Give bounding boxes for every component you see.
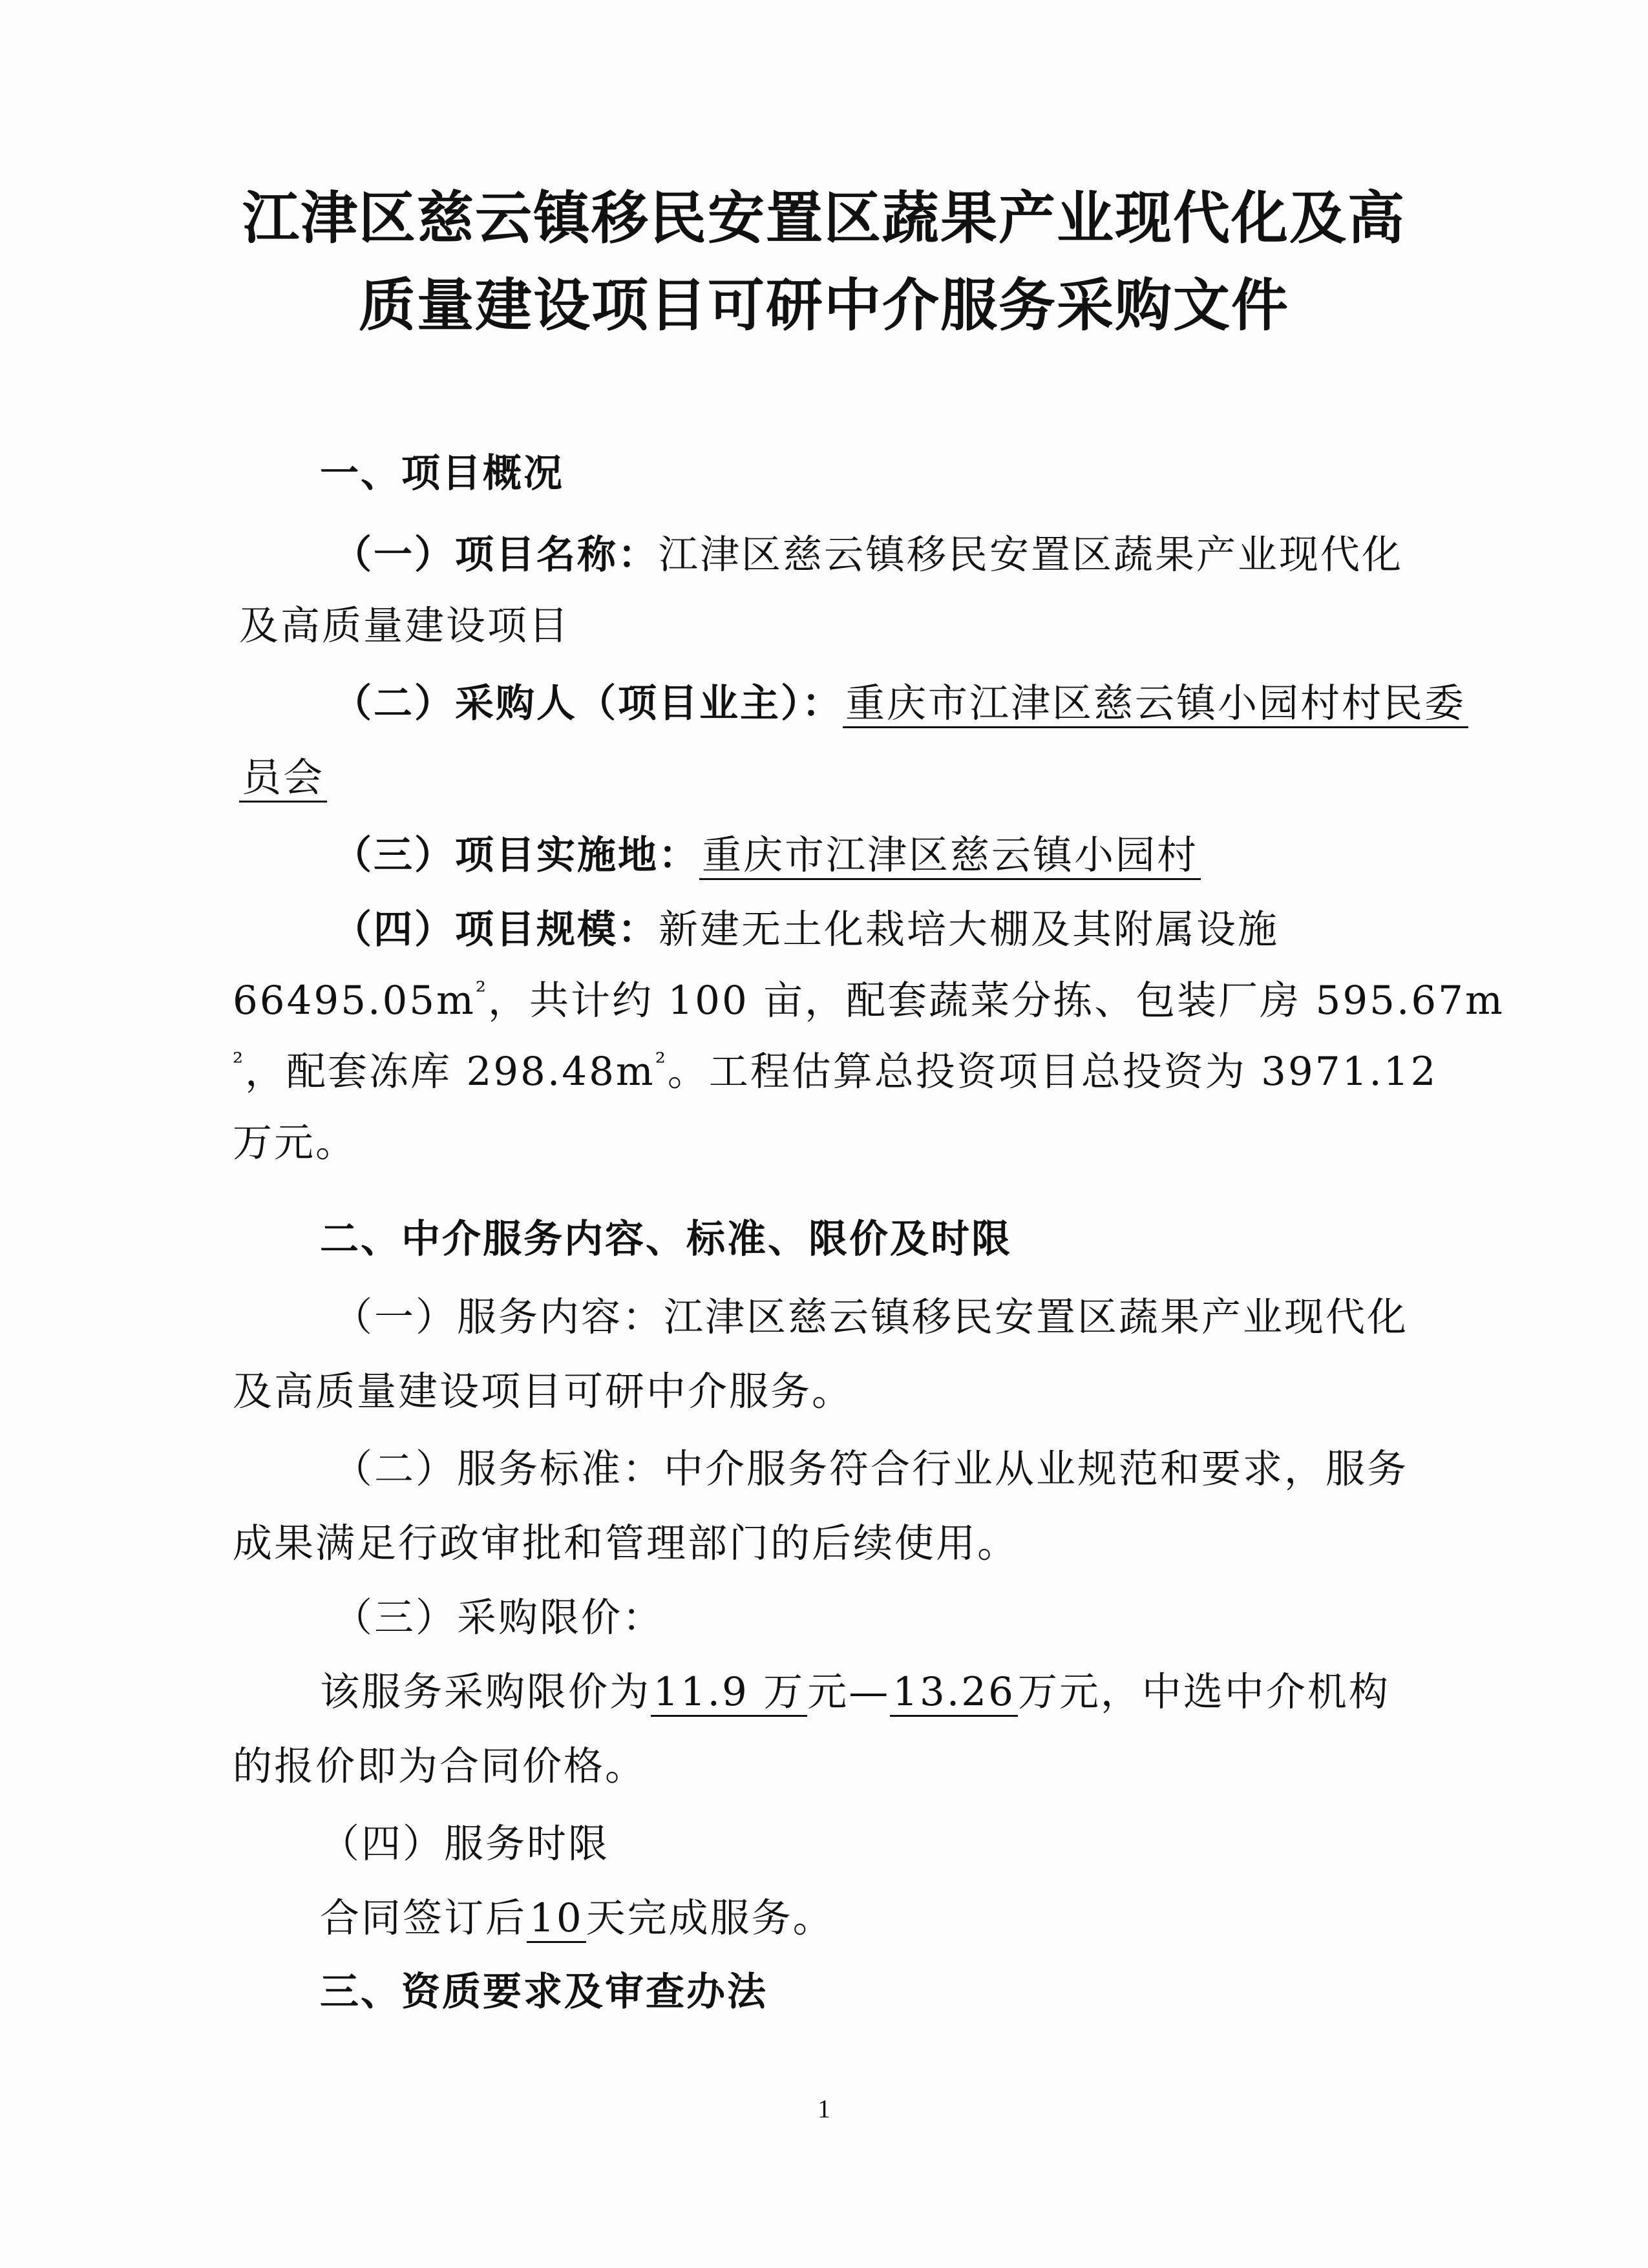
standard-label: （二）服务标准：: [333, 1446, 664, 1492]
scale-label: （四）项目规模：: [333, 907, 659, 952]
scale-text-3: ，配套冻库 298.48m: [245, 1049, 655, 1095]
limit-prefix: 该服务采购限价为: [320, 1669, 651, 1715]
limit-label: （三）采购限价：: [333, 1595, 664, 1641]
limit-high: 13.26: [890, 1669, 1018, 1717]
title-line-2: 质量建设项目可研中介服务采购文件: [358, 272, 1289, 339]
section-1-heading: 一、项目概况: [320, 451, 564, 496]
project-name-value-1: 江津区慈云镇移民安置区蔬果产业现代化: [659, 532, 1404, 578]
superscript-2: ²: [233, 1047, 246, 1078]
standard-value-2: 成果满足行政审批和管理部门的后续使用。: [233, 1520, 1019, 1566]
scale-text-1: 新建无土化栽培大棚及其附属设施: [659, 907, 1280, 952]
buyer-line-1: [333, 672, 1468, 728]
site-value: 重庆市江津区慈云镇小园村: [699, 832, 1201, 880]
content-value-2: 及高质量建设项目可研中介服务。: [233, 1369, 854, 1414]
scale-line-1: [333, 898, 1279, 954]
period-line: [320, 1887, 834, 1943]
scale-line-2: [233, 969, 1505, 1025]
limit-line-1: [320, 1661, 1390, 1717]
limit-mid: 元—: [807, 1669, 891, 1715]
section-2-heading: 二、中介服务内容、标准、限价及时限: [320, 1217, 1012, 1262]
buyer-value-2: 员会: [239, 755, 327, 803]
project-name-line-1: [333, 523, 1403, 580]
limit-low: 11.9 万: [651, 1669, 807, 1717]
title-line-1: 江津区慈云镇移民安置区蔬果产业现代化及高: [242, 185, 1406, 251]
period-suffix: 天完成服务。: [586, 1895, 834, 1941]
content-value-1: 江津区慈云镇移民安置区蔬果产业现代化: [664, 1294, 1409, 1340]
scale-area-1: 66495.05m: [233, 978, 476, 1024]
standard-line-1: [333, 1438, 1408, 1494]
period-days: 10: [527, 1895, 586, 1943]
scale-text-2: ，共计约 100 亩，配套蔬菜分拣、包装厂房 595.67m: [487, 978, 1505, 1024]
project-name-label: （一）项目名称：: [333, 532, 659, 578]
site-line: [333, 824, 1201, 880]
scale-text-4: 。工程估算总投资项目总投资为 3971.12: [667, 1049, 1438, 1095]
scale-line-4: 万元。: [233, 1120, 357, 1166]
period-prefix: 合同签订后: [320, 1895, 527, 1941]
content-label: （一）服务内容：: [333, 1294, 664, 1340]
site-label: （三）项目实施地：: [333, 833, 699, 878]
buyer-line-2: [239, 746, 327, 803]
page-number: 1: [818, 2094, 830, 2123]
limit-line-2: 的报价即为合同价格。: [233, 1743, 647, 1789]
limit-suffix: 万元，中选中介机构: [1017, 1669, 1390, 1715]
content-line-1: [333, 1286, 1408, 1342]
standard-value-1: 中介服务符合行业从业规范和要求，服务: [664, 1446, 1409, 1492]
superscript-2: ²: [475, 976, 488, 1007]
scale-line-3: [233, 1040, 1437, 1097]
section-3-heading: 三、资质要求及审查办法: [320, 1969, 768, 2015]
buyer-label: （二）采购人（项目业主）：: [333, 681, 843, 726]
period-label: （四）服务时限: [320, 1821, 610, 1867]
buyer-value-1: 重庆市江津区慈云镇小园村村民委: [843, 680, 1468, 728]
superscript-2: ²: [655, 1047, 668, 1078]
document-title: [194, 174, 1454, 349]
project-name-value-2: 及高质量建设项目: [239, 603, 571, 649]
